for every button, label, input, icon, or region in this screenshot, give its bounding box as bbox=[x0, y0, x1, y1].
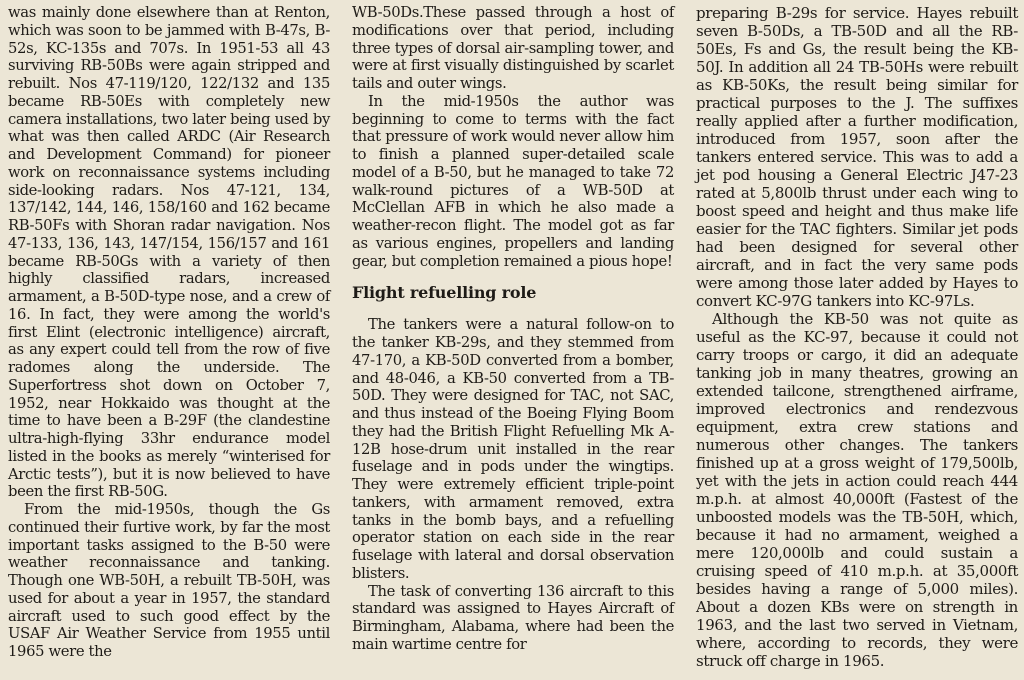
text-column-2 bbox=[352, 4, 674, 654]
paragraph-kb50-vs-kc97: Although the KB-50 was not quite as useful as the KC-97, because it could not carry troops or cargo, it did an adequate tanking job in many theatres, growing an extended tailcone, strengthened airframe, improved electronics and rendezvous equipment, extra crew stations and numerous other changes. The tankers finished up at a gross weight of 179,500lb, yet with the jets in action could reach 444 m.p.h. at almost 40,000ft (Fastest of the unboosted models was the TB-50H, which, because it had no armament, weighed a mere 120,000lb and could sustain a cruising speed of 410 m.p.h. at 35,000ft besides having a range of 5,000 miles). About a dozen KBs were on strength in 1963, and the last two served in Vietnam, where, according to records, they were struck off charge in 1965. bbox=[696, 310, 1018, 670]
paragraph-wb50d: WB-50Ds.These passed through a host of modifications over that period, including three types of dorsal air-sampling tower, and were at first visually distinguished by scarlet tails and outer wings. bbox=[352, 4, 674, 92]
paragraph-author-model: In the mid-1950s the author was beginning to come to terms with the fact that pressure of work would never allow him to finish a planned super-detailed scale model of a B-50, but he managed to take 72 walk-round pictures of a WB-50D at McClellan AFB in which he also made a weather-recon flight. The model got as far as various engines, propellers and landing gear, but completion remained a pious hope! bbox=[352, 92, 674, 270]
section-heading: Flight refuelling role bbox=[352, 283, 537, 303]
text-column-3 bbox=[696, 4, 1018, 670]
paragraph-kb50j: preparing B-29s for service. Hayes rebuilt seven B-50Ds, a TB-50D and all the RB-50Es, Fs and Gs, the result being the KB-50J. In addition all 24 TB-50Hs were rebuilt as KB-50Ks, the result being similar for practical purposes to the J. The suffixes really applied after a further modification, introduced from 1957, soon after the tankers entered service. This was to add a jet pod housing a General Electric J47-23 rated at 5,800lb thrust under each wing to boost speed and height and thus make life easier for the TAC fighters. Similar jet pods had been designed for several other aircraft, and in fact the very same pods were among those later added by Hayes to convert KC-97G tankers into KC-97Ls. bbox=[696, 4, 1018, 310]
paragraph-tankers: The tankers were a natural follow-on to the tanker KB-29s, and they stemmed from 47-170, a KB-50D converted from a bomber, and 48-046, a KB-50 converted from a TB-50D. They were designed for TAC, not SAC, and thus instead of the Boeing Flying Boom they had the British Flight Refuelling Mk A-12B hose-drum unit installed in the rear fuselage and in pods under the wingtips. They were extremely efficient triple-point tankers, with armament removed, extra tanks in the bomb bays, and a refuelling operator station on each side in the rear fuselage with lateral and dorsal observation blisters. bbox=[352, 316, 674, 582]
paragraph-weather-recon: From the mid-1950s, though the Gs continued their furtive work, by far the most important tasks assigned to the B-50 were weather reconnaissance and tanking. Though one WB-50H, a rebuilt TB-50H, was used for about a year in 1957, the standard aircraft used to such good effect by the USAF Air Weather Service from 1955 until 1965 were the bbox=[8, 501, 330, 660]
paragraph-hayes: The task of converting 136 aircraft to this standard was assigned to Hayes Aircraft of Birmingham, Alabama, where had been the main wartime centre for bbox=[352, 582, 674, 653]
text-column-1 bbox=[8, 4, 330, 661]
paragraph-rb50-rebuild: was mainly done elsewhere than at Renton, which was soon to be jammed with B-47s, B-52s, KC-135s and 707s. In 1951-53 all 43 surviving RB-50Bs were again stripped and rebuilt. Nos 47-119/120, 122/132 and 135 became RB-50Es with completely new camera installations, two later being used by what was then called ARDC (Air Research and Development Command) for pioneer work on reconnaissance systems including side-looking radars. Nos 47-121, 134, 137/142, 144, 146, 158/160 and 162 became RB-50Fs with Shoran radar navigation. Nos 47-133, 136, 143, 147/154, 156/157 and 161 became RB-50Gs with a variety of then highly classified radars, increased armament, a B-50D-type nose, and a crew of 16. In fact, they were among the world's first Elint (electronic intelligence) aircraft, as any expert could tell from the row of five radomes along the underside. The Superfortress shot down on October 7, 1952, near Hokkaido was thought at the time to have been a B-29F (the clandestine ultra-high-flying 33hr endurance model listed in the books as merely “winterised for Arctic tests”), but it is now believed to have been the first RB-50G. bbox=[8, 4, 330, 501]
